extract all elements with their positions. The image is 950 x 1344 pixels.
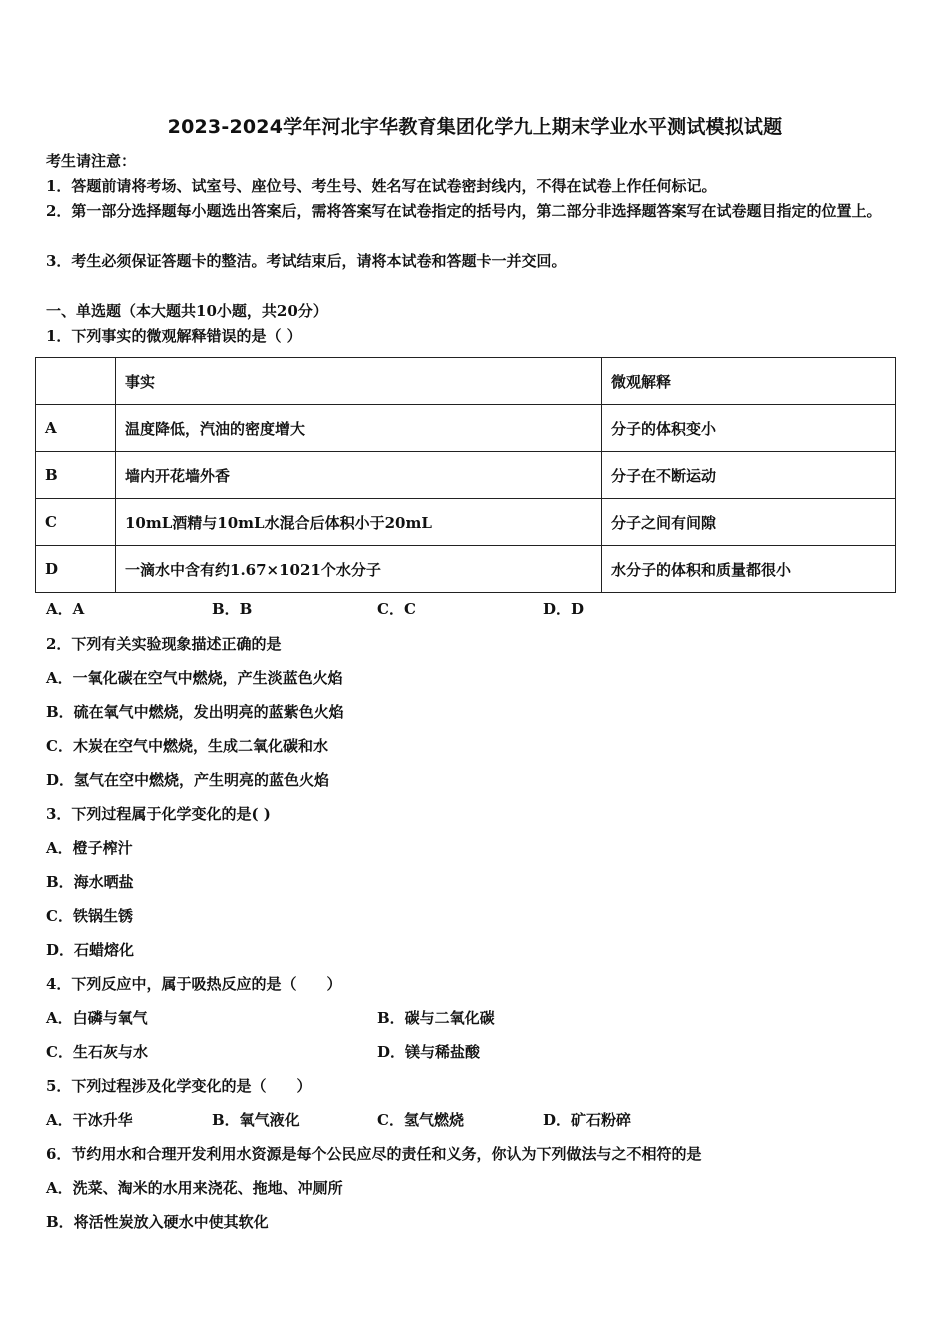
answer-option[interactable]: A．洗菜、淘米的水用来浇花、拖地、冲厕所 — [46, 1179, 343, 1197]
question-stem: 1．下列事实的微观解释错误的是（ ） — [46, 327, 302, 345]
section-heading: 一、单选题（本大题共10小题，共20分） — [46, 302, 328, 320]
table-cell: 分子在不断运动 — [602, 452, 896, 499]
notice-item: 1．答题前请将考场、试室号、座位号、考生号、姓名写在试卷密封线内，不得在试卷上作任何标记。 — [46, 177, 717, 195]
answer-option[interactable]: A．A — [46, 600, 85, 618]
answer-option[interactable]: A．白磷与氧气 — [46, 1009, 148, 1027]
answer-option[interactable]: D．矿石粉碎 — [543, 1111, 632, 1129]
answer-option[interactable]: C．生石灰与水 — [46, 1043, 148, 1061]
q1-table — [35, 357, 896, 593]
answer-option[interactable]: B．B — [212, 600, 253, 618]
answer-option[interactable]: A．一氧化碳在空气中燃烧，产生淡蓝色火焰 — [46, 669, 343, 687]
notice-item: 3．考生必须保证答题卡的整洁。考试结束后，请将本试卷和答题卡一并交回。 — [46, 252, 567, 270]
table-cell: 分子之间有间隙 — [602, 499, 896, 546]
answer-option[interactable]: C．木炭在空气中燃烧，生成二氧化碳和水 — [46, 737, 328, 755]
table-cell: 水分子的体积和质量都很小 — [602, 546, 896, 593]
answer-option[interactable]: C．C — [377, 600, 416, 618]
page-title: 2023-2024学年河北宇华教育集团化学九上期末学业水平测试模拟试题 — [167, 116, 783, 138]
table-cell: B — [36, 452, 116, 499]
answer-option[interactable]: D．镁与稀盐酸 — [377, 1043, 481, 1061]
table-cell: D — [36, 546, 116, 593]
question-stem: 5．下列过程涉及化学变化的是（ ） — [46, 1077, 312, 1095]
notice-header: 考生请注意： — [46, 152, 137, 170]
table-header-cell: 事实 — [116, 358, 602, 405]
answer-option[interactable]: B．将活性炭放入硬水中使其软化 — [46, 1213, 269, 1231]
answer-option[interactable]: D．D — [543, 600, 585, 618]
question-stem: 2．下列有关实验现象描述正确的是 — [46, 635, 282, 653]
table-cell: 一滴水中含有约1.67×1021个水分子 — [116, 546, 602, 593]
answer-option[interactable]: C．氢气燃烧 — [377, 1111, 464, 1129]
table-cell: 温度降低，汽油的密度增大 — [116, 405, 602, 452]
answer-option[interactable]: A．橙子榨汁 — [46, 839, 133, 857]
table-cell: A — [36, 405, 116, 452]
table-cell: 10mL酒精与10mL水混合后体积小于20mL — [116, 499, 602, 546]
question-stem: 3．下列过程属于化学变化的是( ) — [46, 805, 271, 823]
question-stem: 4．下列反应中，属于吸热反应的是（ ） — [46, 975, 342, 993]
table-row — [36, 405, 896, 452]
answer-option[interactable]: B．碳与二氧化碳 — [377, 1009, 495, 1027]
answer-option[interactable]: B．氧气液化 — [212, 1111, 300, 1129]
table-header-cell — [36, 358, 116, 405]
answer-option[interactable]: B．硫在氧气中燃烧，发出明亮的蓝紫色火焰 — [46, 703, 344, 721]
table-cell: 墙内开花墙外香 — [116, 452, 602, 499]
answer-option[interactable]: C．铁锅生锈 — [46, 907, 133, 925]
table-row — [36, 546, 896, 593]
table-header-row — [36, 358, 896, 405]
notice-item: 2．第一部分选择题每小题选出答案后，需将答案写在试卷指定的括号内，第二部分非选择题答案写在试卷题目指定的位置上。 — [46, 202, 882, 220]
answer-option[interactable]: D．氢气在空中燃烧，产生明亮的蓝色火焰 — [46, 771, 330, 789]
table-cell: C — [36, 499, 116, 546]
question-stem: 6．节约用水和合理开发利用水资源是每个公民应尽的责任和义务，你认为下列做法与之不相符的是 — [46, 1145, 702, 1163]
table-header-cell: 微观解释 — [602, 358, 896, 405]
table-row — [36, 452, 896, 499]
answer-option[interactable]: B．海水晒盐 — [46, 873, 134, 891]
answer-option[interactable]: A．干冰升华 — [46, 1111, 133, 1129]
table-row — [36, 499, 896, 546]
answer-option[interactable]: D．石蜡熔化 — [46, 941, 135, 959]
table-cell: 分子的体积变小 — [602, 405, 896, 452]
